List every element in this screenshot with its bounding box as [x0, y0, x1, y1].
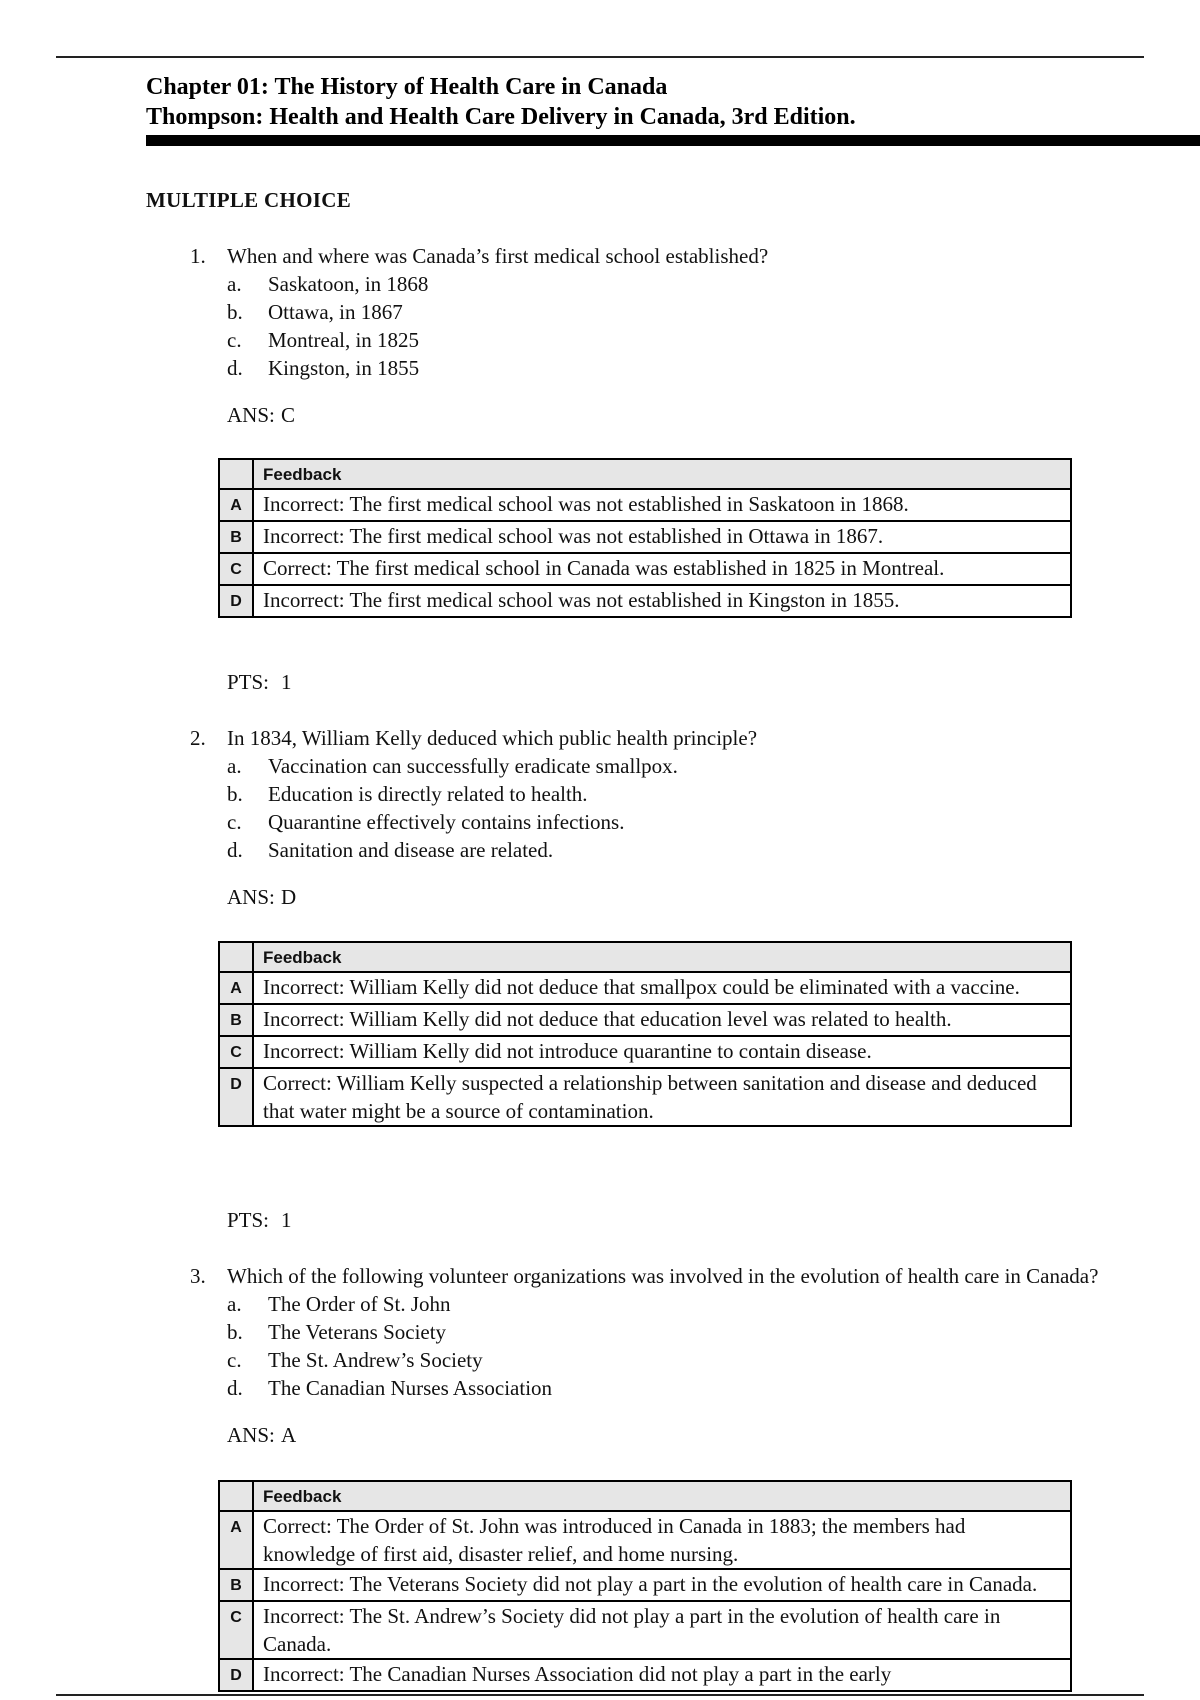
- choice-letter: c.: [227, 810, 242, 834]
- feedback-text: Incorrect: The St. Andrew’s Society did not play a part in the evolution of health care in Canada.: [253, 1601, 1071, 1659]
- choice-b: [0, 300, 1200, 328]
- feedback-header: Feedback: [253, 459, 1071, 489]
- answer-line: [227, 403, 295, 428]
- answer-line: [227, 1423, 296, 1448]
- choice-letter: b.: [227, 1320, 243, 1344]
- choice-text: Education is directly related to health.: [268, 782, 588, 806]
- feedback-row: [219, 972, 1071, 1004]
- feedback-table: [218, 1480, 1072, 1692]
- feedback-row: [219, 1659, 1071, 1691]
- feedback-key: C: [219, 1036, 253, 1068]
- feedback-text: Incorrect: William Kelly did not introduce quarantine to contain disease.: [253, 1036, 1071, 1068]
- points-value: 1: [281, 1208, 292, 1232]
- choice-letter: c.: [227, 1348, 242, 1372]
- choice-letter: c.: [227, 328, 242, 352]
- header-rule: [146, 135, 1200, 146]
- points-label: PTS:: [227, 670, 270, 694]
- question-2: [0, 726, 1200, 866]
- choice-text: The Veterans Society: [268, 1320, 447, 1344]
- feedback-row: [219, 1601, 1071, 1659]
- choice-text: Sanitation and disease are related.: [268, 838, 554, 862]
- top-rule: [56, 56, 1144, 58]
- choice-text: The Order of St. John: [268, 1292, 451, 1316]
- chapter-title: Chapter 01: The History of Health Care in Canada: [146, 74, 668, 100]
- points-line: [227, 1208, 292, 1233]
- question-1: [0, 244, 1200, 384]
- feedback-text: Incorrect: The Veterans Society did not play a part in the evolution of health care in Canada.: [253, 1569, 1071, 1601]
- choice-d: [0, 1376, 1200, 1404]
- points-value: 1: [281, 670, 292, 694]
- question-stem: [0, 726, 1200, 754]
- feedback-text: Incorrect: William Kelly did not deduce that education level was related to health.: [253, 1004, 1071, 1036]
- choice-b: [0, 782, 1200, 810]
- choice-c: [0, 1348, 1200, 1376]
- feedback-table: [218, 458, 1072, 618]
- answer-value: D: [281, 885, 297, 909]
- feedback-key: D: [219, 585, 253, 617]
- feedback-key: A: [219, 489, 253, 521]
- choice-d: [0, 356, 1200, 384]
- feedback-text: Correct: William Kelly suspected a relationship between sanitation and disease and deduced that water might be a source of contamination.: [253, 1068, 1071, 1126]
- answer-value: C: [281, 403, 296, 427]
- choice-c: [0, 810, 1200, 838]
- feedback-key: D: [219, 1659, 253, 1691]
- choice-letter: b.: [227, 300, 243, 324]
- question-number: 2.: [190, 726, 206, 750]
- question-text: In 1834, William Kelly deduced which public health principle?: [227, 726, 758, 750]
- feedback-row: [219, 521, 1071, 553]
- answer-line: [227, 885, 296, 910]
- question-number: 3.: [190, 1264, 206, 1288]
- choice-text: The St. Andrew’s Society: [268, 1348, 483, 1372]
- choice-a: [0, 1292, 1200, 1320]
- feedback-row: [219, 553, 1071, 585]
- feedback-key: B: [219, 1004, 253, 1036]
- feedback-row: [219, 1004, 1071, 1036]
- choice-text: Montreal, in 1825: [268, 328, 420, 352]
- document-header: [146, 72, 856, 132]
- feedback-text: Incorrect: The Canadian Nurses Association did not play a part in the early: [253, 1659, 1071, 1691]
- feedback-key: B: [219, 1569, 253, 1601]
- feedback-row: [219, 1569, 1071, 1601]
- feedback-corner: [219, 459, 253, 489]
- answer-label: ANS:: [227, 403, 275, 427]
- feedback-text: Incorrect: William Kelly did not deduce that smallpox could be eliminated with a vaccine.: [253, 972, 1071, 1004]
- choice-letter: a.: [227, 1292, 242, 1316]
- feedback-text: Incorrect: The first medical school was not established in Kingston in 1855.: [253, 585, 1071, 617]
- question-number: 1.: [190, 244, 206, 268]
- feedback-row: [219, 1068, 1071, 1126]
- choice-letter: a.: [227, 272, 242, 296]
- question-3: [0, 1264, 1200, 1404]
- points-line: [227, 670, 292, 695]
- choice-b: [0, 1320, 1200, 1348]
- choice-text: Saskatoon, in 1868: [268, 272, 429, 296]
- feedback-header-row: [219, 942, 1071, 972]
- book-title: Thompson: Health and Health Care Delivery in Canada, 3rd Edition.: [146, 104, 856, 130]
- feedback-header: Feedback: [253, 942, 1071, 972]
- choice-letter: d.: [227, 838, 243, 862]
- feedback-key: A: [219, 972, 253, 1004]
- answer-label: ANS:: [227, 1423, 275, 1447]
- section-title: MULTIPLE CHOICE: [146, 188, 352, 212]
- feedback-text: Correct: The first medical school in Canada was established in 1825 in Montreal.: [253, 553, 1071, 585]
- choice-letter: a.: [227, 754, 242, 778]
- choice-letter: d.: [227, 1376, 243, 1400]
- feedback-row: [219, 585, 1071, 617]
- question-text: Which of the following volunteer organizations was involved in the evolution of health care in Canada?: [227, 1264, 1099, 1288]
- feedback-row: [219, 1036, 1071, 1068]
- feedback-table: [218, 941, 1072, 1127]
- question-text: When and where was Canada’s first medical school established?: [227, 244, 769, 268]
- choice-a: [0, 754, 1200, 782]
- feedback-text: Correct: The Order of St. John was introduced in Canada in 1883; the members had knowledge of first aid, disaster relief, and home nursing.: [253, 1511, 1071, 1569]
- choice-a: [0, 272, 1200, 300]
- choice-letter: d.: [227, 356, 243, 380]
- feedback-key: C: [219, 553, 253, 585]
- choice-d: [0, 838, 1200, 866]
- answer-label: ANS:: [227, 885, 275, 909]
- question-stem: [0, 244, 1200, 272]
- feedback-text: Incorrect: The first medical school was not established in Saskatoon in 1868.: [253, 489, 1071, 521]
- feedback-corner: [219, 1481, 253, 1511]
- feedback-key: C: [219, 1601, 253, 1659]
- feedback-corner: [219, 942, 253, 972]
- choice-text: Kingston, in 1855: [268, 356, 420, 380]
- feedback-header: Feedback: [253, 1481, 1071, 1511]
- choice-text: Ottawa, in 1867: [268, 300, 403, 324]
- feedback-text: Incorrect: The first medical school was not established in Ottawa in 1867.: [253, 521, 1071, 553]
- choice-c: [0, 328, 1200, 356]
- feedback-header-row: [219, 1481, 1071, 1511]
- feedback-key: A: [219, 1511, 253, 1569]
- points-label: PTS:: [227, 1208, 270, 1232]
- feedback-row: [219, 1511, 1071, 1569]
- feedback-key: B: [219, 521, 253, 553]
- bottom-rule: [56, 1694, 1144, 1696]
- choice-letter: b.: [227, 782, 243, 806]
- answer-value: A: [281, 1423, 297, 1447]
- choice-text: The Canadian Nurses Association: [268, 1376, 553, 1400]
- choice-text: Vaccination can successfully eradicate smallpox.: [268, 754, 678, 778]
- feedback-key: D: [219, 1068, 253, 1126]
- feedback-row: [219, 489, 1071, 521]
- choice-text: Quarantine effectively contains infections.: [268, 810, 625, 834]
- question-stem: [0, 1264, 1200, 1292]
- feedback-header-row: [219, 459, 1071, 489]
